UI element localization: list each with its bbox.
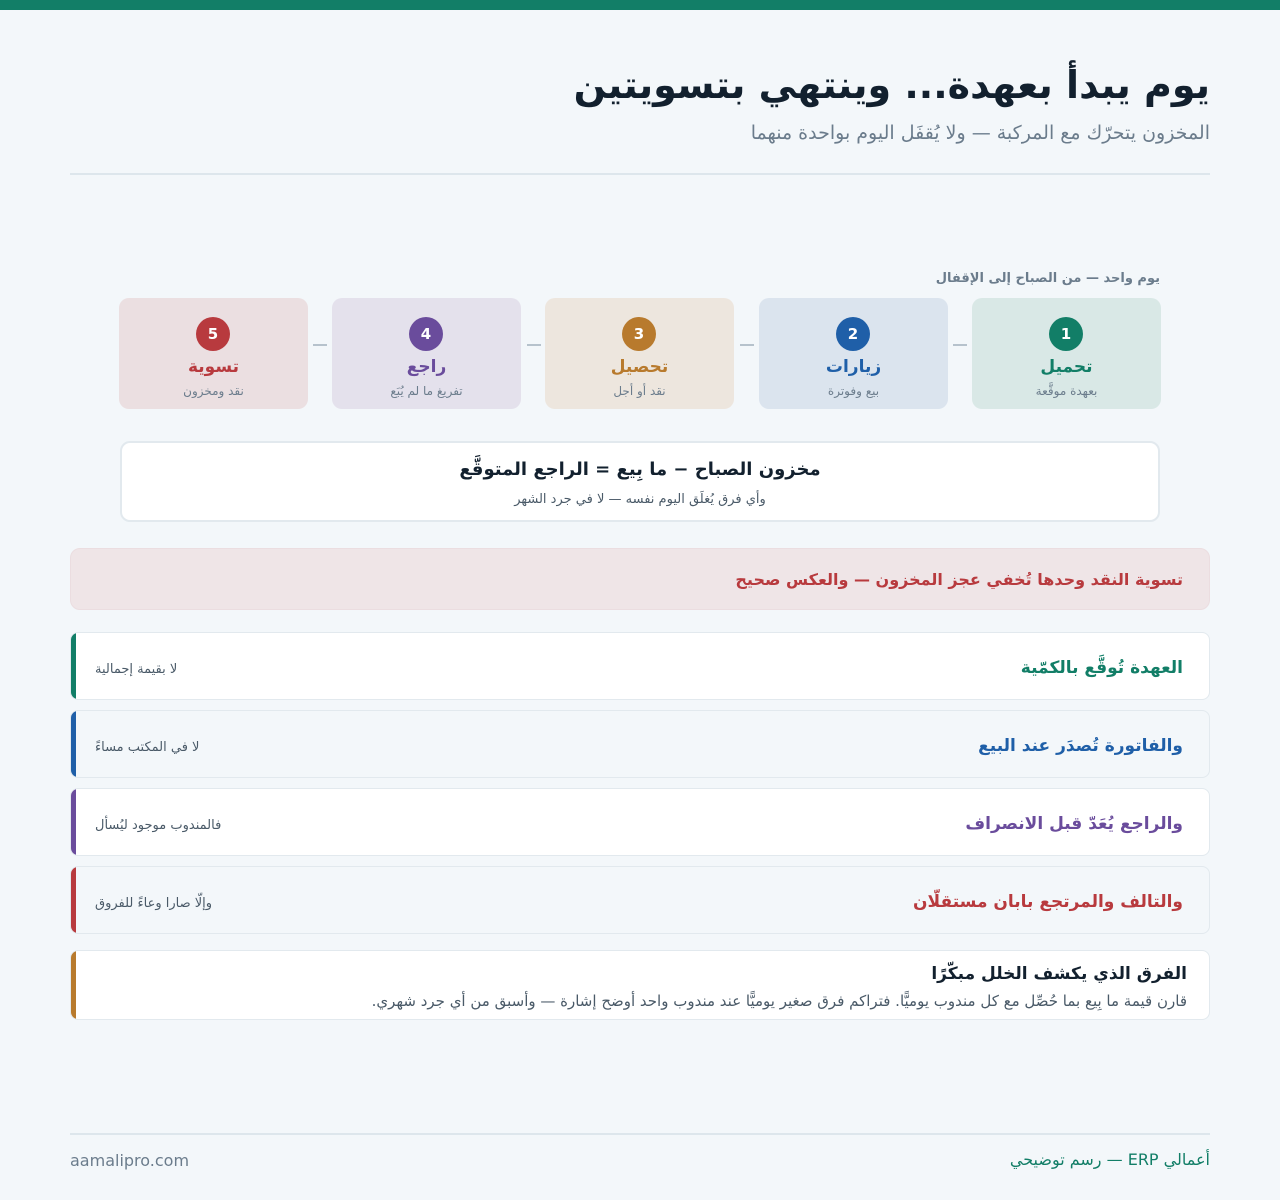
header-divider (70, 173, 1210, 175)
formula-equation: مخزون الصباح − ما بِيع = الراجع المتوقَّع (459, 459, 821, 480)
rule-statement: والفاتورة تُصدَر عند البيع (978, 736, 1183, 756)
rule-accent-bar (71, 867, 76, 933)
top-accent-bar (0, 0, 1280, 10)
insight-body: قارن قيمة ما بِيع بما حُصِّل مع كل مندوب يوميًّا. فتراكم فرق صغير يوميًّا عند مندوب واحد أوضح إشارة — وأسبق من أي جرد شهري. (371, 992, 1187, 1010)
step-connector (527, 344, 541, 346)
formula-note: وأي فرق يُغلَق اليوم نفسه — لا في جرد الشهر (514, 492, 766, 507)
step-description: نقد أو أجل (613, 384, 666, 398)
step-number-badge: 4 (409, 317, 443, 351)
page-title: يوم يبدأ بعهدة... وينتهي بتسويتين (573, 63, 1210, 107)
rule-row (70, 866, 1210, 934)
rule-note: فالمندوب موجود ليُسأل (95, 818, 222, 833)
rule-row (70, 710, 1210, 778)
rule-row (70, 632, 1210, 700)
rule-accent-bar (71, 789, 76, 855)
rule-statement: والتالف والمرتجع بابان مستقلّان (913, 892, 1183, 912)
step-number-badge: 2 (836, 317, 870, 351)
insight-callout (70, 950, 1210, 1020)
step-number-badge: 1 (1049, 317, 1083, 351)
step-description: بعهدة موقَّعة (1035, 384, 1098, 398)
rule-note: لا في المكتب مساءً (95, 740, 200, 755)
rule-row (70, 788, 1210, 856)
page-subtitle: المخزون يتحرّك مع المركبة — ولا يُقفَل اليوم بواحدة منهما (750, 122, 1210, 144)
day-flow-steps (119, 298, 1161, 410)
step-description: نقد ومخزون (183, 384, 244, 398)
step-title: زيارات (825, 357, 882, 377)
insight-accent-bar (71, 951, 76, 1019)
inventory-formula-box (120, 441, 1160, 522)
step-card (119, 298, 308, 409)
step-number-badge: 5 (196, 317, 230, 351)
footer-divider (70, 1133, 1210, 1135)
rule-accent-bar (71, 633, 76, 699)
step-title: تحصيل (610, 357, 669, 377)
rule-accent-bar (71, 711, 76, 777)
step-card (972, 298, 1161, 409)
insight-title: الفرق الذي يكشف الخلل مبكّرًا (931, 964, 1187, 984)
flow-caption: يوم واحد — من الصباح إلى الإقفال (935, 271, 1160, 286)
rule-note: وإلّا صارا وعاءً للفروق (95, 896, 213, 911)
rule-statement: العهدة تُوقَّع بالكمّية (1020, 658, 1183, 678)
footer-url[interactable]: aamalipro.com (70, 1151, 190, 1170)
step-title: تحميل (1040, 357, 1093, 377)
step-title: راجع (406, 357, 447, 377)
step-description: بيع وفوترة (827, 384, 880, 398)
step-card (759, 298, 948, 409)
step-card (545, 298, 734, 409)
warning-banner (70, 548, 1210, 610)
footer-brand: أعمالي ERP — رسم توضيحي (1009, 1150, 1210, 1169)
step-connector (313, 344, 327, 346)
step-connector (740, 344, 754, 346)
warning-text: تسوية النقد وحدها تُخفي عجز المخزون — والعكس صحيح (735, 570, 1183, 589)
page-header (70, 60, 1210, 146)
step-card (332, 298, 521, 409)
step-description: تفريغ ما لم يُبَع (390, 384, 463, 398)
rule-statement: والراجع يُعَدّ قبل الانصراف (965, 814, 1183, 834)
rule-note: لا بقيمة إجمالية (95, 662, 178, 677)
step-connector (953, 344, 967, 346)
step-number-badge: 3 (622, 317, 656, 351)
step-title: تسوية (187, 357, 240, 377)
